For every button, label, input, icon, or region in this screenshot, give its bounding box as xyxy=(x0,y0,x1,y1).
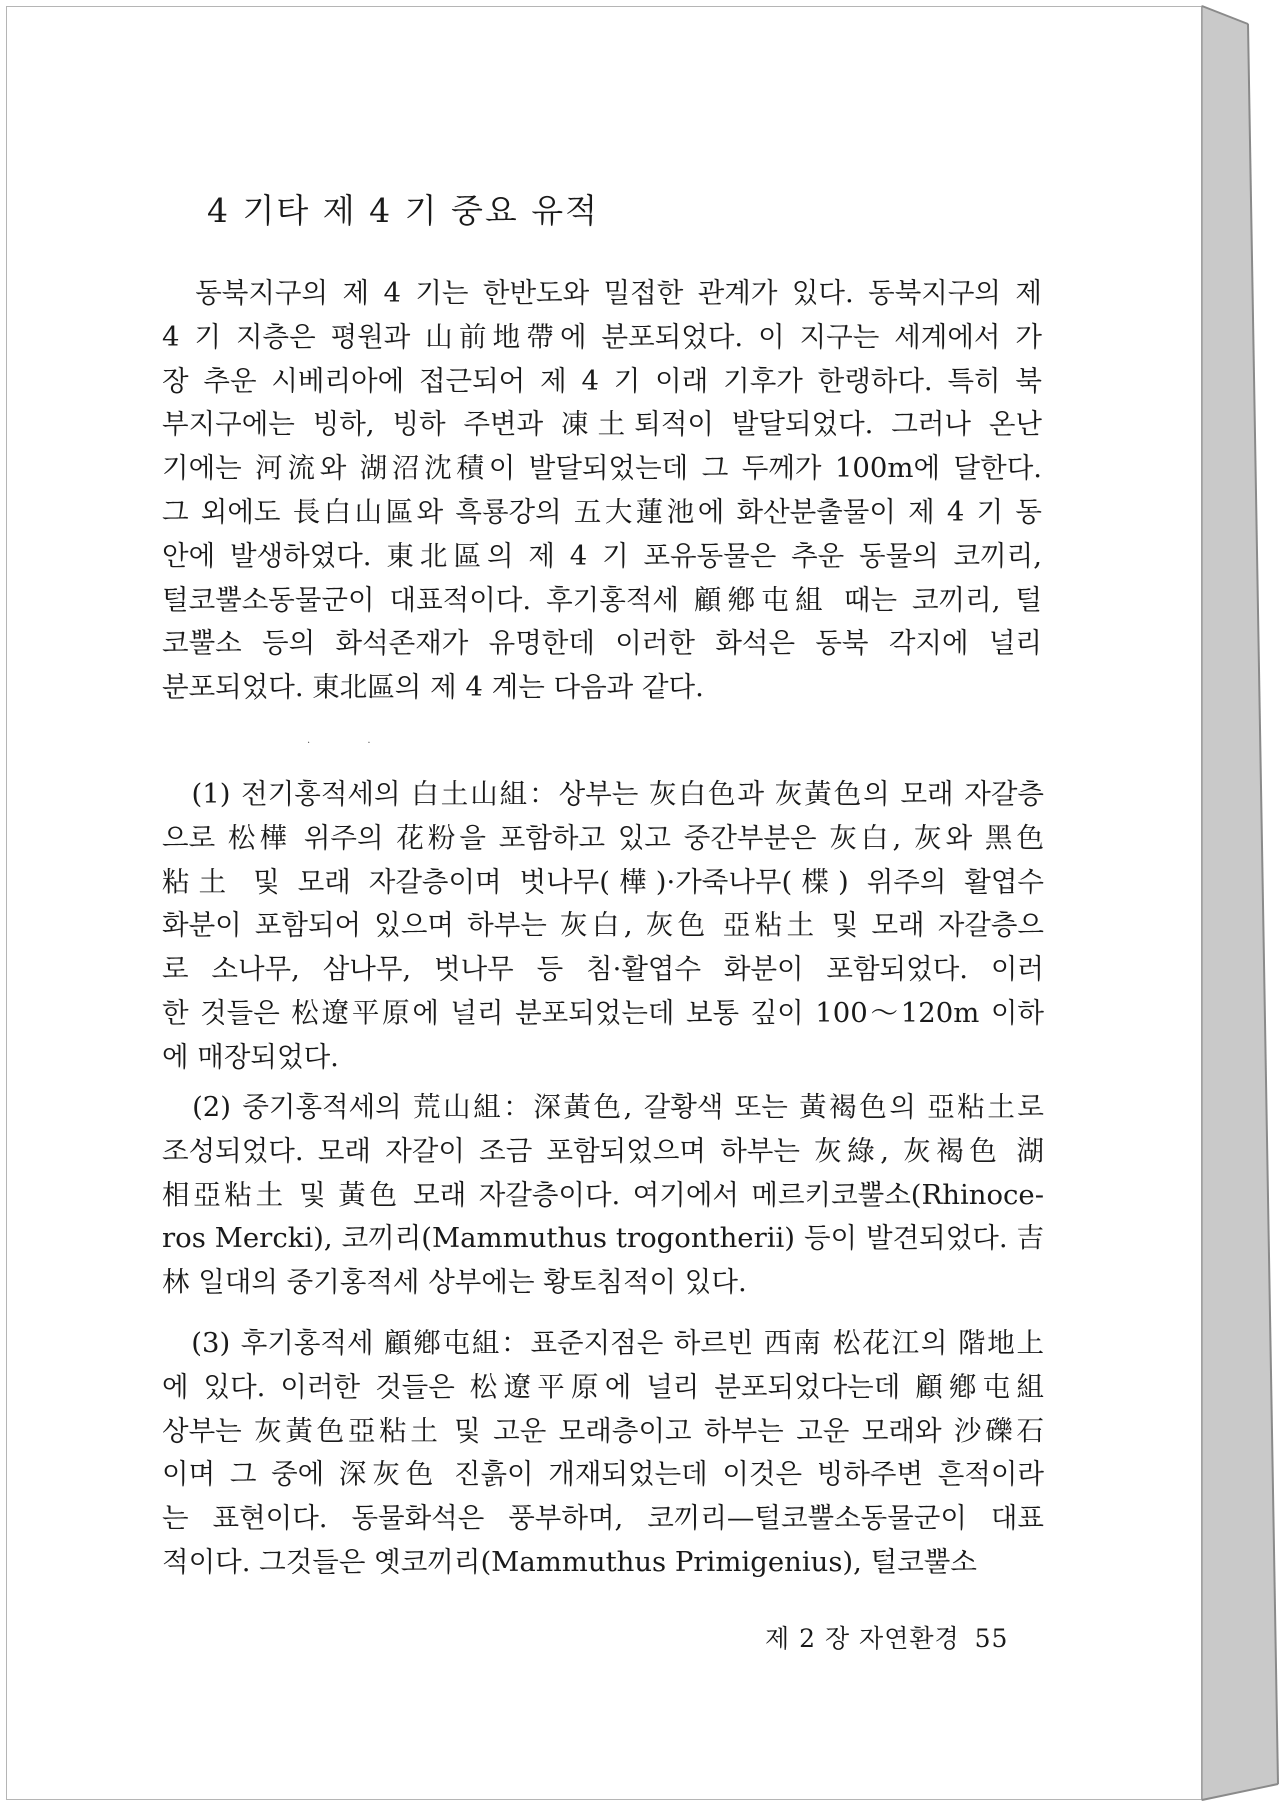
item-3-line: 이며 그 중에 深灰色 진흙이 개재되었는데 이것은 빙하주변 흔적이라 xyxy=(162,1458,1044,1491)
item-1-line: 화분이 포함되어 있으며 하부는 灰白, 灰色 亞粘土 및 모래 자갈층으 xyxy=(162,909,1044,942)
item-3-paragraph xyxy=(162,1322,1044,1585)
item-1-line: 에 매장되었다. xyxy=(162,1040,339,1073)
item-2-line: 林 일대의 중기홍적세 상부에는 황토침적이 있다. xyxy=(162,1266,747,1299)
book-page xyxy=(6,6,1202,1800)
item-1-line: (1) 전기홍적세의 白土山組：상부는 灰白色과 灰黃色의 모래 자갈층 xyxy=(162,778,1044,810)
footer-page-number: 55 xyxy=(974,1624,1009,1653)
item-2-paragraph xyxy=(162,1086,1044,1305)
intro-line: 기에는 河流와 湖沼沈積이 발달되었는데 그 두께가 100m에 달한다. xyxy=(162,452,1042,485)
item-1-line: 로 소나무, 삼나무, 벗나무 등 침·활엽수 화분이 포함되었다. 이러 xyxy=(162,953,1044,986)
item-3-line: 상부는 灰黃色亞粘土 및 고운 모래층이고 하부는 고운 모래와 沙礫石 xyxy=(162,1414,1044,1447)
item-1-line: 으로 松樺 위주의 花粉을 포함하고 있고 중간부분은 灰白, 灰와 黑色 xyxy=(162,821,1044,854)
intro-line: 부지구에는 빙하, 빙하 주변과 凍土퇴적이 발달되었다. 그러나 온난 xyxy=(162,408,1042,441)
section-heading: 4 기타 제 4 기 중요 유적 xyxy=(207,191,599,230)
intro-line: 장 추운 시베리아에 접근되어 제 4 기 이래 기후가 한랭하다. 특히 북 xyxy=(162,364,1042,397)
intro-line: 털코뿔소동물군이 대표적이다. 후기홍적세 顧鄕屯組 때는 코끼리, 털 xyxy=(162,583,1042,616)
item-2-line: 조성되었다. 모래 자갈이 조금 포함되었으며 하부는 灰綠, 灰褐色 湖 xyxy=(162,1134,1044,1167)
item-3-line: 적이다. 그것들은 옛코끼리(Mammuthus Primigenius), 털코뿔소 xyxy=(162,1545,977,1578)
intro-line: 코뿔소 등의 화석존재가 유명한데 이러한 화석은 동북 각지에 널리 xyxy=(162,627,1042,660)
item-2-line: (2) 중기홍적세의 荒山組：深黃色, 갈황색 또는 黃褐色의 亞粘土로 xyxy=(162,1091,1044,1123)
item-1-line: 한 것들은 松遼平原에 널리 분포되었는데 보통 깊이 100～120m 이하 xyxy=(162,996,1044,1029)
item-3-line: (3) 후기홍적세 顧鄕屯組：표준지점은 하르빈 西南 松花江의 階地上 xyxy=(162,1327,1044,1359)
item-3-line: 는 표현이다. 동물화석은 풍부하며, 코끼리—털코뿔소동물군이 대표 xyxy=(162,1502,1044,1535)
item-1-paragraph xyxy=(162,773,1044,1080)
intro-line: 분포되었다. 東北區의 제 4 계는 다음과 같다. xyxy=(162,671,704,704)
intro-line: 동북지구의 제 4 기는 한반도와 밀접한 관계가 있다. 동북지구의 제 xyxy=(162,277,1042,309)
intro-line: 4 기 지층은 평원과 山前地帶에 분포되었다. 이 지구는 세계에서 가 xyxy=(162,320,1042,353)
intro-paragraph xyxy=(162,272,1042,710)
intro-line: 그 외에도 長白山區와 흑룡강의 五大蓮池에 화산분출물이 제 4 기 동 xyxy=(162,495,1042,528)
footer-chapter: 제 2 장 자연환경 xyxy=(765,1624,960,1653)
page-footer xyxy=(759,1619,1008,1655)
intro-line: 안에 발생하였다. 東北區의 제 4 기 포유동물은 추운 동물의 코끼리, xyxy=(162,539,1042,572)
item-2-line: ros Mercki), 코끼리(Mammuthus trogontherii) 등이 발견되었다. 吉 xyxy=(162,1222,1044,1255)
item-3-line: 에 있다. 이러한 것들은 松遼平原에 널리 분포되었다는데 顧鄕屯組 xyxy=(162,1370,1044,1403)
item-2-line: 相亞粘土 및 黃色 모래 자갈층이다. 여기에서 메르키코뿔소(Rhinoce- xyxy=(162,1178,1044,1211)
scan-specks: . . xyxy=(307,735,371,746)
item-1-line: 粘土 및 모래 자갈층이며 벗나무(樺)·가죽나무(楪) 위주의 활엽수 xyxy=(162,865,1044,898)
page-stack-edge-shape xyxy=(1202,6,1282,1806)
